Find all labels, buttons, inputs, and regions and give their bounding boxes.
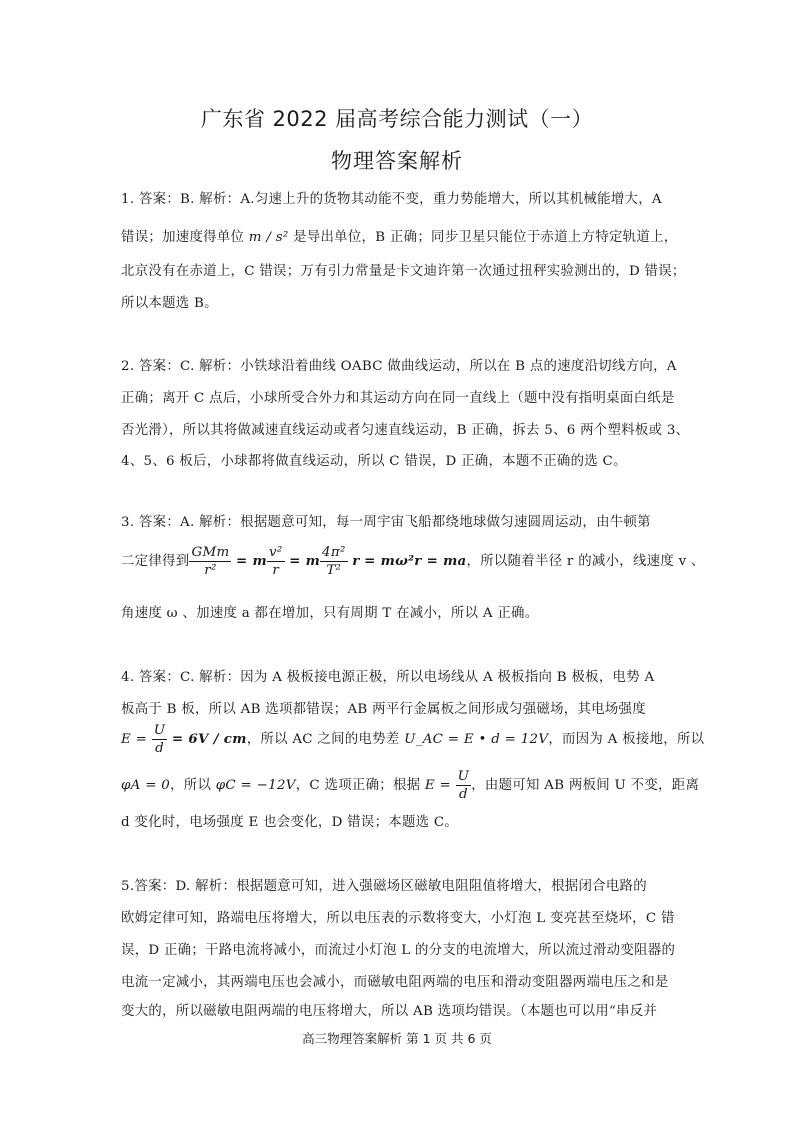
q5-line-1: 5.答案：D. 解析：根据题意可知，进入强磁场区磁敏电阻阻值将增大，根据闭合电路的 (121, 879, 647, 894)
q4-line-4-e: ，由题可知 AB 两板间 U 不变，距离 (471, 778, 700, 793)
q4-line-2: 板高于 B 板，所以 AB 选项都错误；AB 两平行金属板之间形成匀强磁场，其电场强度 (121, 702, 646, 717)
q1-line-1: 1. 答案：B. 解析：A.匀速上升的货物其动能不变，重力势能增大，所以其机械能增大，A (121, 192, 662, 207)
q4-phi-a: φA = 0 (121, 778, 171, 793)
q3-line-1: 3. 答案：A. 解析：根据题意可知，每一周宇宙飞船都绕地球做匀速圆周运动，由牛顿第 (121, 515, 651, 530)
q3-line-2: 二定律得到 $\frac{\text{GMm}}{\text{r²}}$ = m $\frac{\text{v²}}{r}$ = m $\frac{\text{4π²}}{\text{T²}}$ r = mω²r = ma，所以随着半径 r 的减小，线速度 v 、 (121, 545, 705, 578)
q4-line-3 (121, 722, 705, 757)
q1-line-2-b: 是导出单位，B 正确；同步卫星只能位于赤道上方特定轨道上， (288, 230, 678, 245)
document-subtitle: 物理答案解析 (331, 149, 463, 173)
q5-line-3: 误，D 正确；干路电流将减小，而流过小灯泡 L 的分支的电流增大，所以流过滑动变阻器的 (121, 943, 676, 958)
q4-line-1: 4. 答案：C. 解析：因为 A 极板接电源正极，所以电场线从 A 极板指向 B 极板，电势 A (121, 670, 655, 685)
q1-line-3: 北京没有在赤道上，C 错误；万有引力常量是卡文迪许第一次通过扭秤实验测出的，D 错误； (121, 264, 686, 279)
fraction-v2-over-r: $\frac{\text{v²}}{r}$ (268, 545, 283, 578)
q3-line-2-a: 二定律得到 (121, 554, 190, 569)
q4-line-3-d: ，而因为 A 板接地，所以 (548, 732, 705, 747)
q2-line-2: 正确；离开 C 点后，小球所受合外力和其运动方向在同一直线上（题中没有指明桌面白纸是 (121, 391, 675, 406)
q2-line-1: 2. 答案：C. 解析：小铁球沿着曲线 OABC 做曲线运动，所以在 B 点的速度沿切线方向，A (121, 359, 677, 374)
fraction-gmm-over-r2: $\frac{\text{GMm}}{\text{r²}}$ (191, 545, 230, 578)
q3-formula-rest: = mω²r = ma (364, 553, 467, 569)
fraction-4pi2-over-t2: $\frac{\text{4π²}}{\text{T²}}$ (322, 545, 346, 578)
q5-line-5: 变大的，所以磁敏电阻两端的电压将增大，所以 AB 选项均错误。（本题也可以用“串反并 (121, 1004, 658, 1019)
document-title: 广东省 2022 届高考综合能力测试（一） (200, 107, 594, 131)
unit-m-per-s2: m / s² (248, 230, 289, 245)
q1-line-2 (121, 226, 677, 245)
q4-uac-formula: U_AC = E • d = 12V (404, 732, 549, 747)
q5-line-2: 欧姆定律可知，路端电压将增大，所以电压表的示数将变大，小灯泡 L 变亮甚至烧坏，C 错 (121, 911, 675, 926)
q4-e-label: E = (121, 732, 148, 747)
fraction-u-over-d-2: $\frac{U}{d}$ (457, 769, 470, 802)
q4-line-5: d 变化时，电场强度 E 也会变化，D 错误；本题选 C。 (121, 815, 459, 830)
q2-line-3: 否光滑），所以其将做减速直线运动或者匀速直线运动，B 正确，拆去 5、6 两个塑料板或 3、 (121, 423, 690, 438)
fraction-u-over-d: $\frac{U}{d}$ (153, 723, 166, 756)
q1-line-4: 所以本题选 B。 (121, 296, 218, 311)
page-footer: 高三物理答案解析 第 1 页 共 6 页 (302, 1031, 492, 1046)
q4-field-value: = 6V / cm (171, 731, 247, 747)
q1-line-2-a: 错误；加速度得单位 (121, 230, 249, 245)
q3-line-3: 角速度 ω 、加速度 a 都在增加，只有周期 T 在减小，所以 A 正确。 (121, 606, 539, 621)
q2-line-4: 4、5、6 板后，小球都将做直线运动，所以 C 错误，D 正确，本题不正确的选 C。 (121, 454, 627, 469)
q4-line-3-b: ，所以 AC 之间的电势差 (246, 732, 405, 747)
q3-line-2-b: ，所以随着半径 r 的减小，线速度 v 、 (466, 554, 705, 569)
q4-line-4 (121, 768, 700, 803)
q4-e-label-2: E = (424, 778, 452, 793)
q4-line-4-b: ，所以 (170, 778, 216, 793)
q5-line-4: 电流一定减小，其两端电压也会减小，而磁敏电阻两端的电压和滑动变阻器两端电压之和是 (121, 975, 669, 990)
q4-line-4-d: ，C 选项正确；根据 (295, 778, 425, 793)
q4-phi-c: φC = −12V (215, 778, 296, 793)
